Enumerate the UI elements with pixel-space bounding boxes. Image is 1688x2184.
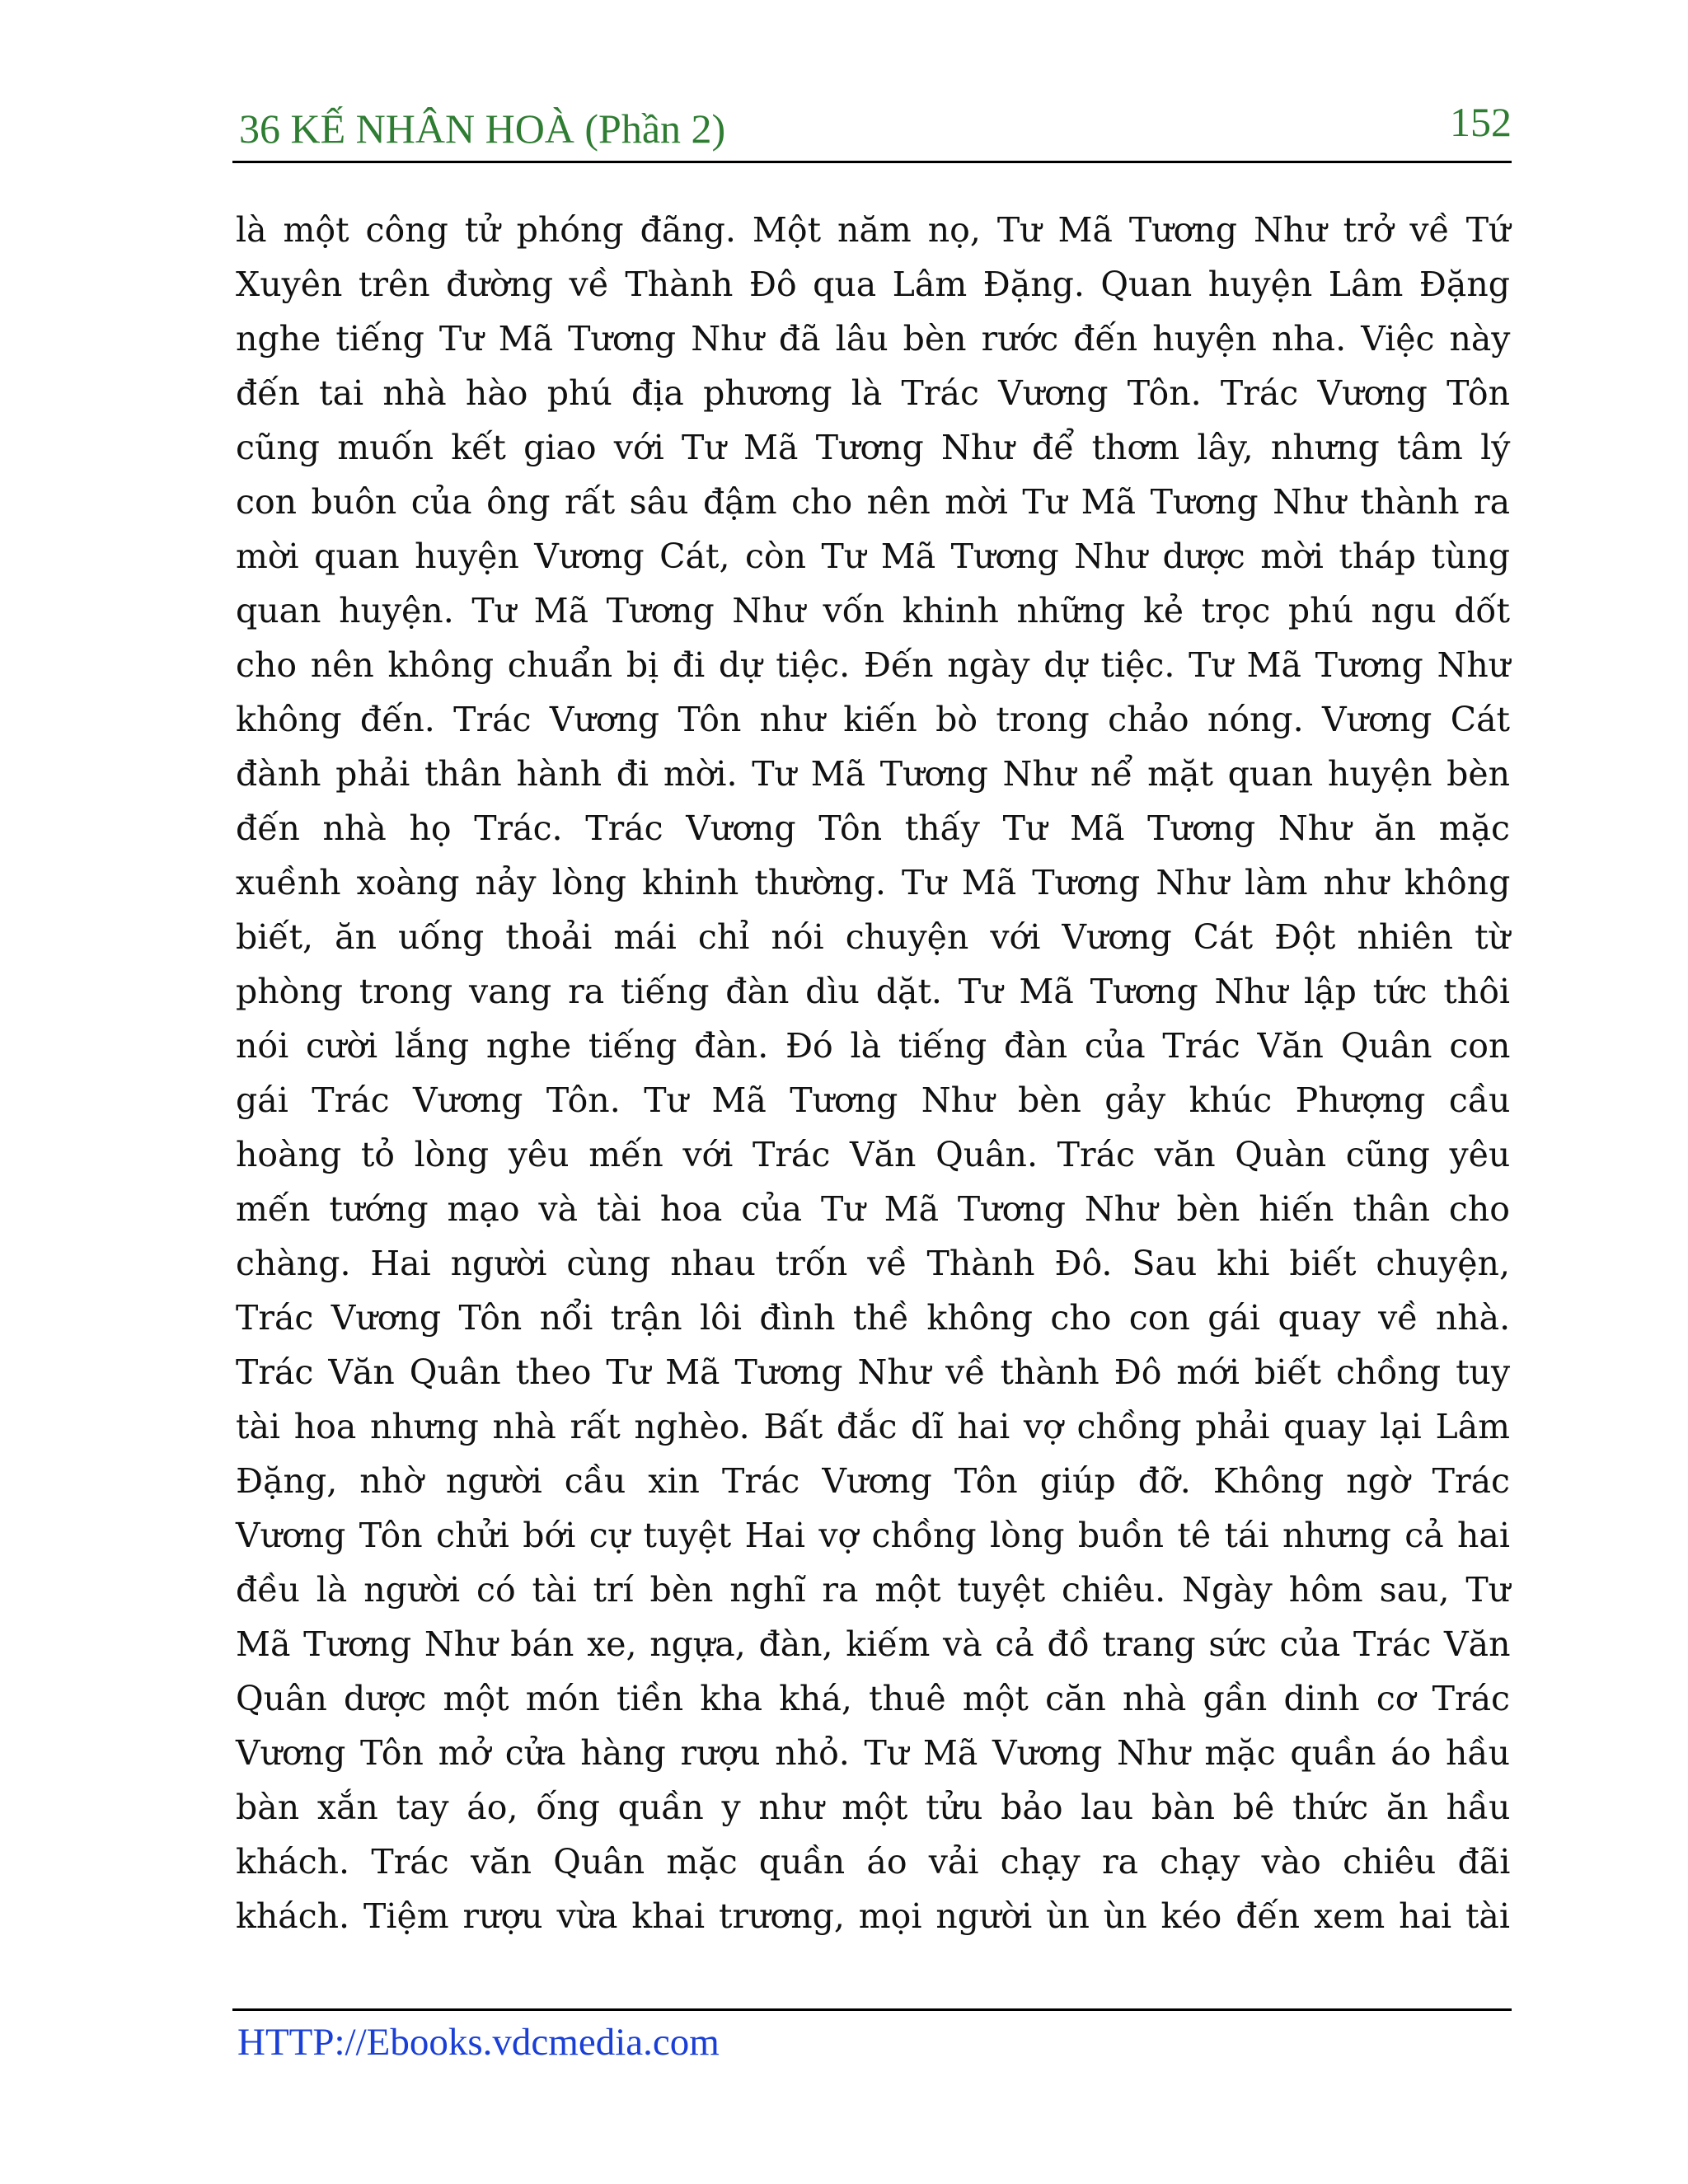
body-text-line: Trác Văn Quân theo Tư Mã Tương Như về thành Đô mới biết chồng tuy [236,1352,1511,1392]
body-text-line: là một công tử phóng đãng. Một năm nọ, Tư Mã Tương Như trở về Tứ [236,210,1511,250]
body-text-line: khách. Trác văn Quân mặc quần áo vải chạy ra chạy vào chiêu đãi [236,1842,1511,1882]
body-text-line: cho nên không chuẩn bị đi dự tiệc. Đến ngày dự tiệc. Tư Mã Tương Như [236,645,1511,685]
body-text-line: bàn xắn tay áo, ống quần y như một tửu bảo lau bàn bê thức ăn hầu [236,1788,1511,1827]
body-text-line: quan huyện. Tư Mã Tương Như vốn khinh những kẻ trọc phú ngu dốt [236,591,1510,630]
body-text-line: cũng muốn kết giao với Tư Mã Tương Như để thơm lây, nhưng tâm lý [236,428,1511,467]
body-text [236,203,1510,1943]
book-title: 36 KẾ NHÂN HOÀ (Phần 2) [239,105,726,152]
body-text-line: đành phải thân hành đi mời. Tư Mã Tương Như nể mặt quan huyện bèn [236,754,1511,794]
body-text-line: nói cười lắng nghe tiếng đàn. Đó là tiếng đàn của Trác Văn Quân con [236,1026,1511,1066]
body-text-line: mời quan huyện Vương Cát, còn Tư Mã Tương Như dược mời tháp tùng [236,537,1511,576]
page-header [232,97,1512,163]
body-text-line: khách. Tiệm rượu vừa khai trương, mọi người ùn ùn kéo đến xem hai tài [236,1896,1510,1936]
body-text-line: chàng. Hai người cùng nhau trốn về Thành Đô. Sau khi biết chuyện, [236,1244,1510,1283]
body-text-line: xuềnh xoàng nảy lòng khinh thường. Tư Mã Tương Như làm như không [236,863,1511,902]
body-text-line: Đặng, nhờ người cầu xin Trác Vương Tôn giúp đỡ. Không ngờ Trác [236,1461,1510,1501]
body-text-line: Mã Tương Như bán xe, ngựa, đàn, kiếm và cả đồ trang sức của Trác Văn [236,1624,1511,1664]
body-text-line: biết, ăn uống thoải mái chỉ nói chuyện với Vương Cát Đột nhiên từ [236,917,1510,957]
body-text-line: gái Trác Vương Tôn. Tư Mã Tương Như bèn gảy khúc Phượng cầu [236,1080,1511,1120]
body-text-line: Vương Tôn mở cửa hàng rượu nhỏ. Tư Mã Vương Như mặc quần áo hầu [236,1733,1510,1773]
body-text-line: đến tai nhà hào phú địa phương là Trác Vương Tôn. Trác Vương Tôn [236,373,1510,413]
body-text-line: không đến. Trác Vương Tôn như kiến bò trong chảo nóng. Vương Cát [236,700,1510,739]
body-text-line: Vương Tôn chửi bới cự tuyệt Hai vợ chồng lòng buồn tê tái nhưng cả hai [236,1516,1510,1555]
body-text-line: Xuyên trên đường về Thành Đô qua Lâm Đặng. Quan huyện Lâm Đặng [236,265,1510,304]
page-number: 152 [1450,99,1512,145]
body-text-line: Trác Vương Tôn nổi trận lôi đình thề không cho con gái quay về nhà. [236,1298,1511,1338]
body-text-line: hoàng tỏ lòng yêu mến với Trác Văn Quân. Trác văn Quàn cũng yêu [236,1135,1511,1174]
body-text-line: mến tướng mạo và tài hoa của Tư Mã Tương Như bèn hiến thân cho [236,1189,1510,1229]
body-text-line: Quân dược một món tiền kha khá, thuê một căn nhà gần dinh cơ Trác [236,1679,1510,1718]
body-text-line: nghe tiếng Tư Mã Tương Như đã lâu bèn rước đến huyện nha. Việc này [236,319,1511,359]
header-divider [232,161,1512,163]
footer-divider [232,2008,1512,2011]
body-text-line: tài hoa nhưng nhà rất nghèo. Bất đắc dĩ hai vợ chồng phải quay lại Lâm [236,1407,1511,1446]
footer-website-link[interactable]: HTTP://Ebooks.vdcmedia.com [237,2021,720,2064]
body-text-line: con buôn của ông rất sâu đậm cho nên mời Tư Mã Tương Như thành ra [236,482,1511,522]
body-text-line: phòng trong vang ra tiếng đàn dìu dặt. Tư Mã Tương Như lập tức thôi [236,972,1510,1011]
body-text-line: đến nhà họ Trác. Trác Vương Tôn thấy Tư Mã Tương Như ăn mặc [236,808,1510,848]
body-text-line: đều là người có tài trí bèn nghĩ ra một tuyệt chiêu. Ngày hôm sau, Tư [236,1570,1511,1610]
